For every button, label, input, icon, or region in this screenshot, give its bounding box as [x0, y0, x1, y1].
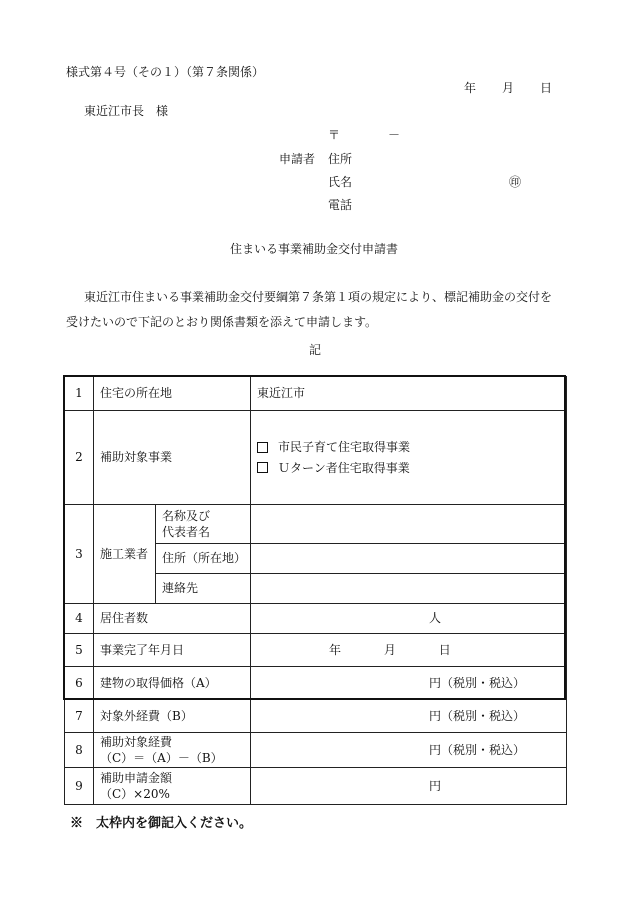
requested-amount-field[interactable] [251, 768, 567, 805]
row-label-project: 補助対象事業 [94, 411, 251, 505]
application-table [64, 376, 567, 805]
contractor-address-field[interactable] [251, 544, 567, 574]
row-label-requested-amount [94, 768, 251, 805]
table-row [65, 505, 567, 544]
seal-mark: ㊞ [509, 175, 522, 189]
month-label: 月 [383, 642, 396, 657]
completion-date-field[interactable] [251, 634, 567, 667]
option-label: 市民子育て住宅取得事業 [278, 440, 411, 455]
option-u-turn[interactable] [257, 460, 566, 476]
row-number: 5 [65, 634, 94, 667]
excluded-costs-field[interactable] [251, 700, 567, 733]
checkbox-icon[interactable] [257, 442, 268, 453]
row-label-location: 住宅の所在地 [94, 377, 251, 411]
sub-label-name [156, 505, 251, 544]
checkbox-icon[interactable] [257, 462, 268, 473]
row-number: 9 [65, 768, 94, 805]
unit-label: 円（税別・税込） [429, 708, 526, 723]
unit-label: 円（税別・税込） [429, 675, 526, 690]
label-line: 補助対象経費 [100, 734, 173, 749]
contractor-name-field[interactable] [251, 505, 567, 544]
row-label-excluded-costs: 対象外経費（B） [94, 700, 251, 733]
postal-mark: 〒 [328, 128, 341, 142]
body-text-line2: 受けたいので下記のとおり関係書類を添えて申請します。 [66, 315, 378, 329]
unit-label: 人 [429, 611, 442, 626]
unit-label: 円 [429, 778, 442, 793]
table-row [65, 768, 567, 805]
postal-dash: － [388, 128, 401, 142]
contractor-contact-field[interactable] [251, 574, 567, 604]
row-number: 2 [65, 411, 94, 505]
table-row [65, 700, 567, 733]
table-row [65, 733, 567, 768]
row-label-acquisition-price: 建物の取得価格（A） [94, 667, 251, 700]
location-value[interactable]: 東近江市 [251, 377, 567, 411]
sub-label-address: 住所（所在地） [156, 544, 251, 574]
row-number: 4 [65, 604, 94, 634]
applicant-label: 申請者 [279, 152, 316, 166]
option-child-rearing[interactable] [257, 439, 566, 455]
sub-label-line: 代表者名 [162, 525, 211, 539]
sub-label-line: 名称及び [162, 508, 211, 523]
addressee: 東近江市長 様 [84, 104, 169, 118]
eligible-costs-field[interactable] [251, 733, 567, 768]
label-line: （C）＝（A）－（B） [100, 751, 223, 765]
date-year-label: 年 [464, 81, 477, 95]
sub-label-contact: 連絡先 [156, 574, 251, 604]
table-row [65, 634, 567, 667]
row-label-eligible-costs [94, 733, 251, 768]
table-row [65, 377, 567, 411]
ki-heading: 記 [309, 343, 322, 357]
year-label: 年 [329, 642, 342, 657]
residents-field[interactable] [251, 604, 567, 634]
label-line: 補助申請金額 [100, 770, 173, 785]
row-label-completion-date: 事業完了年月日 [94, 634, 251, 667]
form-number: 様式第４号（その１）（第７条関係） [66, 65, 265, 79]
table-row [65, 604, 567, 634]
unit-label: 円（税別・税込） [429, 742, 526, 757]
row-number: 3 [65, 505, 94, 604]
address-label: 住所 [328, 152, 353, 166]
body-text-line1: 東近江市住まいる事業補助金交付要綱第７条第１項の規定により、標記補助金の交付を [84, 290, 553, 304]
date-month-label: 月 [502, 81, 515, 95]
option-label: Ｕターン者住宅取得事業 [278, 460, 410, 475]
document-title: 住まいる事業補助金交付申請書 [230, 242, 399, 256]
name-label: 氏名 [328, 175, 353, 189]
footer-note: ※ 太枠内を御記入ください。 [70, 816, 253, 831]
row-number: 1 [65, 377, 94, 411]
label-line: （C）×20% [100, 787, 170, 801]
project-options [251, 411, 567, 505]
date-day-label: 日 [540, 81, 553, 95]
acquisition-price-field[interactable] [251, 667, 567, 700]
row-label-residents: 居住者数 [94, 604, 251, 634]
row-label-contractor: 施工業者 [94, 505, 156, 604]
phone-label: 電話 [328, 198, 353, 212]
row-number: 6 [65, 667, 94, 700]
day-label: 日 [438, 642, 451, 657]
row-number: 8 [65, 733, 94, 768]
row-number: 7 [65, 700, 94, 733]
table-row [65, 411, 567, 505]
table-row [65, 667, 567, 700]
